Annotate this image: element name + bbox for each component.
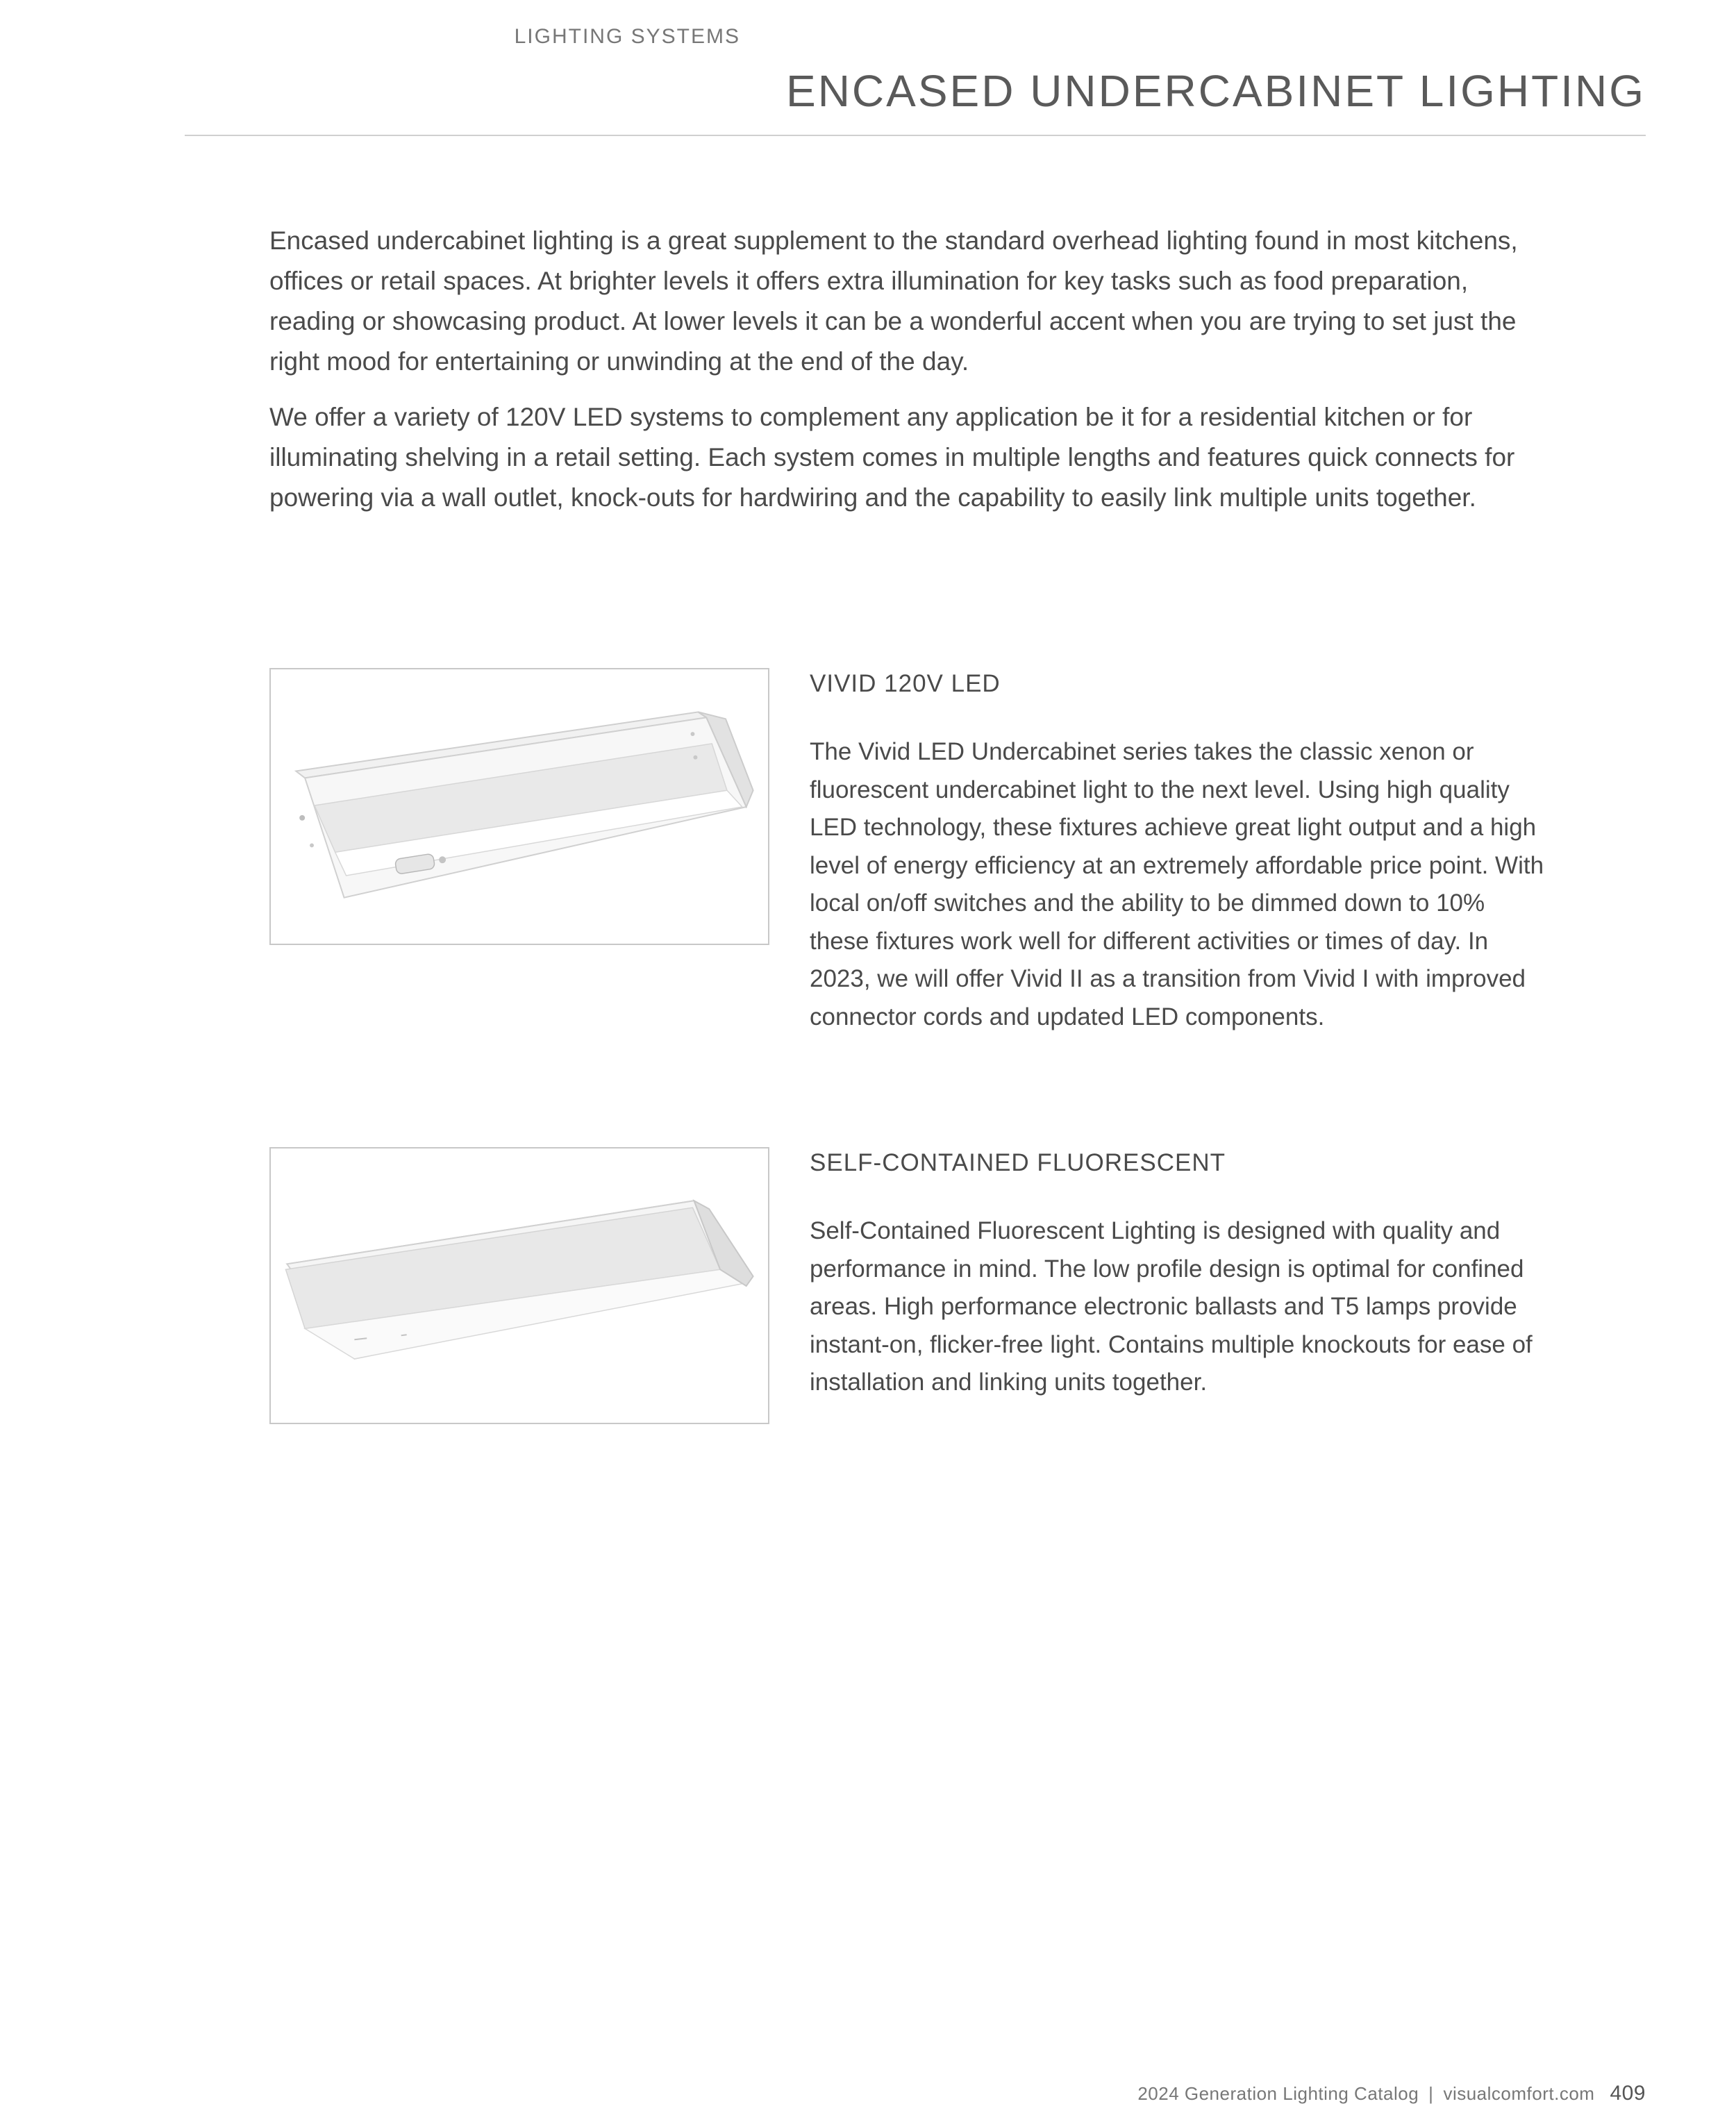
page-number: 409 [1610, 2082, 1646, 2105]
footer-website: visualcomfort.com [1443, 2083, 1595, 2104]
page-header [185, 62, 1646, 136]
fluorescent-fixture-icon [271, 1148, 768, 1423]
product-name: SELF-CONTAINED FLUORESCENT [810, 1149, 1226, 1176]
page-title: ENCASED UNDERCABINET LIGHTING [786, 66, 1646, 116]
product-description: The Vivid LED Undercabinet series takes the classic xenon or fluorescent undercabinet light to the next level. Using high quality LED technology, these fixtures achieve great light output and a high level of energy efficiency at an extremely affordable price point. With local on/off switches and the ability to be dimmed down to 10% these fixtures work well for different activities or times of day. In 2023, we will offer Vivid II as a transition from Vivid I with improved connector cords and updated LED components. [810, 738, 1544, 1030]
product-description: Self-Contained Fluorescent Lighting is designed with quality and performance in mind. The low profile design is optimal for confined areas. High performance electronic ballasts and T5 lamps provide instant-on, flicker-free light. Contains multiple knockouts for ease of installation and linking units together. [810, 1217, 1533, 1396]
product-text-vivid-led [810, 668, 1546, 1036]
footer-separator: | [1428, 2083, 1434, 2104]
product-image-vivid-led [269, 668, 769, 945]
intro-paragraph: We offer a variety of 120V LED systems to complement any application be it for a residential kitchen or for illuminating shelving in a retail setting. Each system comes in multiple lengths and features quick connects for powering via a wall outlet, knock-outs for hardwiring and the capability to easily link multiple units together. [269, 403, 1515, 512]
product-text-self-contained-fluorescent [810, 1147, 1546, 1402]
intro-paragraph: Encased undercabinet lighting is a great supplement to the standard overhead lighting found in most kitchens, offices or retail spaces. At brighter levels it offers extra illumination for key tasks such as food preparation, reading or showcasing product. At lower levels it can be a wonderful accent when you are trying to set just the right mood for entertaining or unwinding at the end of the day. [269, 226, 1518, 376]
product-name: VIVID 120V LED [810, 670, 1001, 697]
product-image-self-contained-fluorescent [269, 1147, 769, 1424]
intro-text [269, 221, 1519, 533]
undercabinet-fixture-icon [271, 669, 768, 944]
footer-catalog-name: 2024 Generation Lighting Catalog [1137, 2083, 1419, 2104]
page-footer [1137, 2082, 1646, 2105]
section-label: LIGHTING SYSTEMS [514, 25, 740, 48]
